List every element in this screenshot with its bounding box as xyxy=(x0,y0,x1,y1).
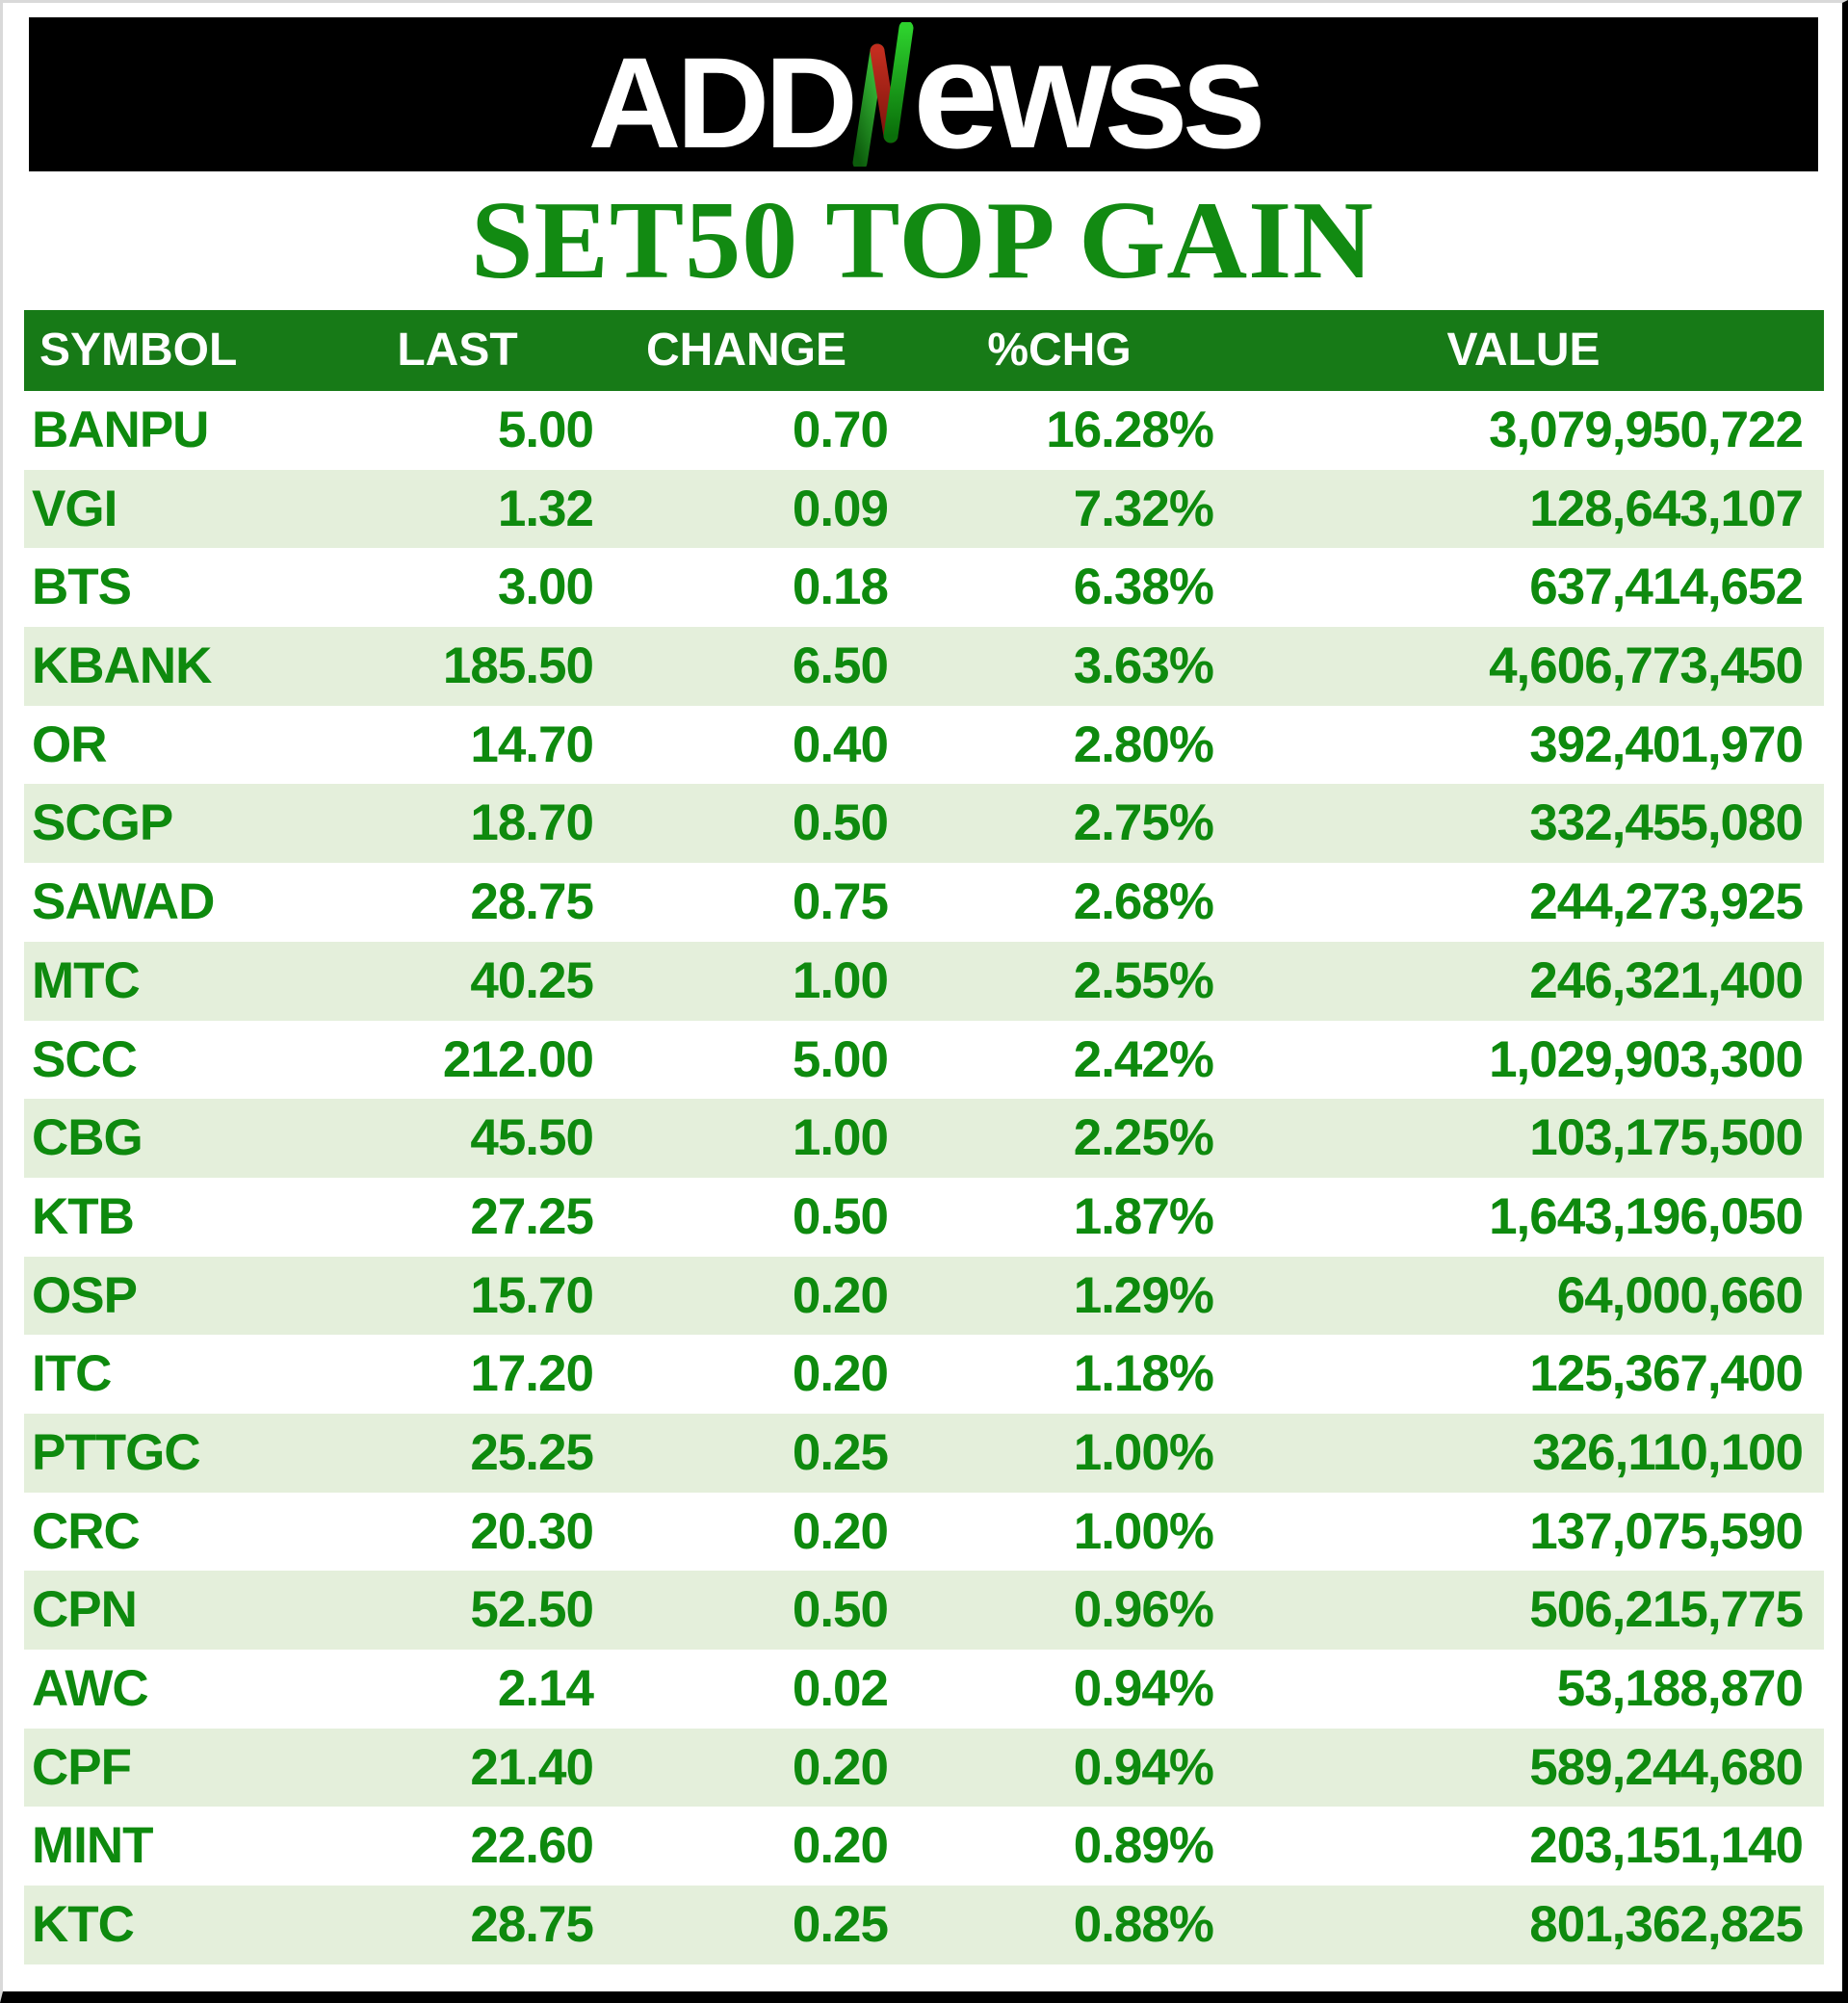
cell-value: 326,110,100 xyxy=(1532,1423,1803,1481)
cell-change: 6.50 xyxy=(792,637,888,695)
table-row xyxy=(24,1886,1824,1964)
table-row xyxy=(24,942,1824,1021)
table-row xyxy=(24,1807,1824,1886)
table-row xyxy=(24,1099,1824,1178)
cell-pct: 2.80% xyxy=(1073,715,1213,773)
cell-change: 1.00 xyxy=(792,951,888,1009)
cell-value: 589,244,680 xyxy=(1529,1738,1803,1796)
cell-last: 3.00 xyxy=(497,559,593,616)
cell-pct: 6.38% xyxy=(1073,559,1213,616)
cell-pct: 0.88% xyxy=(1073,1896,1213,1954)
cell-pct: 0.94% xyxy=(1073,1660,1213,1717)
cell-change: 0.20 xyxy=(792,1817,888,1875)
cell-last: 25.25 xyxy=(470,1423,593,1481)
cell-pct: 0.94% xyxy=(1073,1738,1213,1796)
cell-last: 21.40 xyxy=(470,1738,593,1796)
cell-value: 246,321,400 xyxy=(1529,951,1803,1009)
cell-change: 0.40 xyxy=(792,715,888,773)
cell-pct: 2.68% xyxy=(1073,873,1213,931)
cell-pct: 1.00% xyxy=(1073,1423,1213,1481)
cell-last: 212.00 xyxy=(442,1030,593,1088)
cell-last: 1.32 xyxy=(497,480,593,537)
cell-pct: 2.75% xyxy=(1073,794,1213,852)
cell-symbol: KTC xyxy=(32,1896,134,1954)
table-row xyxy=(24,1414,1824,1493)
cell-last: 15.70 xyxy=(470,1266,593,1324)
cell-symbol: VGI xyxy=(32,480,117,537)
cell-last: 18.70 xyxy=(470,794,593,852)
cell-symbol: PTTGC xyxy=(32,1423,200,1481)
cell-value: 64,000,660 xyxy=(1556,1266,1803,1324)
table-row xyxy=(24,863,1824,942)
table-row xyxy=(24,627,1824,706)
cell-change: 0.70 xyxy=(792,402,888,458)
cell-symbol: KTB xyxy=(32,1187,134,1245)
column-header-pctchg: %CHG xyxy=(987,325,1132,376)
table-row xyxy=(24,1335,1824,1414)
cell-last: 27.25 xyxy=(470,1187,593,1245)
cell-change: 0.50 xyxy=(792,794,888,852)
cell-value: 103,175,500 xyxy=(1529,1109,1803,1167)
cell-symbol: SCC xyxy=(32,1030,137,1088)
cell-pct: 1.00% xyxy=(1073,1502,1213,1560)
table-body xyxy=(24,391,1824,1964)
cell-pct: 3.63% xyxy=(1073,637,1213,695)
table-row xyxy=(24,391,1824,470)
cell-symbol: CRC xyxy=(32,1502,140,1560)
cell-symbol: CPN xyxy=(32,1581,137,1639)
cell-change: 0.20 xyxy=(792,1345,888,1403)
cell-symbol: MINT xyxy=(32,1817,153,1875)
cell-change: 0.25 xyxy=(792,1423,888,1481)
cell-symbol: BANPU xyxy=(32,402,209,458)
cell-pct: 2.55% xyxy=(1073,951,1213,1009)
cell-value: 244,273,925 xyxy=(1529,873,1803,931)
cell-last: 28.75 xyxy=(470,873,593,931)
cell-last: 185.50 xyxy=(442,637,593,695)
cell-symbol: OSP xyxy=(32,1266,137,1324)
cell-symbol: CBG xyxy=(32,1109,143,1167)
logo-text-ewss: ewss xyxy=(912,8,1260,180)
cell-symbol: MTC xyxy=(32,951,140,1009)
gainers-table xyxy=(24,310,1824,1964)
cell-change: 5.00 xyxy=(792,1030,888,1088)
cell-symbol: SAWAD xyxy=(32,873,215,931)
cell-last: 5.00 xyxy=(497,402,593,458)
cell-symbol: OR xyxy=(32,715,107,773)
cell-pct: 1.18% xyxy=(1073,1345,1213,1403)
cell-pct: 7.32% xyxy=(1073,480,1213,537)
cell-value: 4,606,773,450 xyxy=(1489,637,1803,695)
cell-pct: 1.87% xyxy=(1073,1187,1213,1245)
cell-value: 203,151,140 xyxy=(1529,1817,1803,1875)
cell-last: 14.70 xyxy=(470,715,593,773)
cell-change: 0.25 xyxy=(792,1896,888,1954)
cell-pct: 2.25% xyxy=(1073,1109,1213,1167)
cell-change: 0.20 xyxy=(792,1266,888,1324)
cell-value: 128,643,107 xyxy=(1529,480,1803,537)
logo-banner xyxy=(29,8,1818,180)
column-header-symbol: SYMBOL xyxy=(39,325,238,376)
logo-n-icon xyxy=(847,22,919,167)
cell-change: 0.75 xyxy=(792,873,888,931)
cell-symbol: BTS xyxy=(32,559,131,616)
cell-value: 506,215,775 xyxy=(1529,1581,1803,1639)
cell-last: 2.14 xyxy=(497,1660,593,1717)
logo-text-add: ADD xyxy=(587,32,853,175)
cell-value: 1,029,903,300 xyxy=(1489,1030,1803,1088)
table-row xyxy=(24,706,1824,785)
cell-change: 1.00 xyxy=(792,1109,888,1167)
table-row xyxy=(24,1571,1824,1650)
cell-pct: 16.28% xyxy=(1046,402,1213,458)
cell-last: 20.30 xyxy=(470,1502,593,1560)
cell-pct: 2.42% xyxy=(1073,1030,1213,1088)
table-row xyxy=(24,470,1824,549)
table-row xyxy=(24,1729,1824,1808)
cell-value: 53,188,870 xyxy=(1556,1660,1803,1717)
cell-change: 0.50 xyxy=(792,1187,888,1245)
table-row xyxy=(24,1021,1824,1100)
column-header-value: VALUE xyxy=(1446,325,1601,376)
cell-change: 0.18 xyxy=(792,559,888,616)
cell-last: 52.50 xyxy=(470,1581,593,1639)
table-header-row xyxy=(24,310,1824,391)
cell-pct: 0.89% xyxy=(1073,1817,1213,1875)
cell-last: 45.50 xyxy=(470,1109,593,1167)
cell-last: 22.60 xyxy=(470,1817,593,1875)
cell-symbol: CPF xyxy=(32,1738,131,1796)
cell-last: 17.20 xyxy=(470,1345,593,1403)
cell-symbol: AWC xyxy=(32,1660,148,1717)
table-row xyxy=(24,784,1824,863)
cell-change: 0.50 xyxy=(792,1581,888,1639)
table-row xyxy=(24,1178,1824,1257)
column-header-change: CHANGE xyxy=(645,325,846,376)
cell-value: 1,643,196,050 xyxy=(1489,1187,1803,1245)
cell-change: 0.09 xyxy=(792,480,888,537)
table-row xyxy=(24,1493,1824,1572)
table-row xyxy=(24,548,1824,627)
table-row xyxy=(24,1650,1824,1729)
cell-last: 28.75 xyxy=(470,1896,593,1954)
table-row xyxy=(24,1257,1824,1336)
cell-value: 125,367,400 xyxy=(1529,1345,1803,1403)
page-title: SET50 TOP GAIN xyxy=(470,179,1375,302)
cell-change: 0.20 xyxy=(792,1502,888,1560)
cell-symbol: SCGP xyxy=(32,794,173,852)
cell-value: 637,414,652 xyxy=(1529,559,1803,616)
cell-change: 0.20 xyxy=(792,1738,888,1796)
cell-pct: 1.29% xyxy=(1073,1266,1213,1324)
cell-symbol: KBANK xyxy=(32,637,212,695)
column-header-last: LAST xyxy=(397,325,518,376)
cell-last: 40.25 xyxy=(470,951,593,1009)
cell-value: 3,079,950,722 xyxy=(1489,402,1803,458)
cell-value: 332,455,080 xyxy=(1529,794,1803,852)
cell-symbol: ITC xyxy=(32,1345,112,1403)
cell-value: 137,075,590 xyxy=(1529,1502,1803,1560)
cell-value: 801,362,825 xyxy=(1529,1896,1803,1954)
cell-value: 392,401,970 xyxy=(1529,715,1803,773)
cell-change: 0.02 xyxy=(792,1660,888,1717)
cell-pct: 0.96% xyxy=(1073,1581,1213,1639)
